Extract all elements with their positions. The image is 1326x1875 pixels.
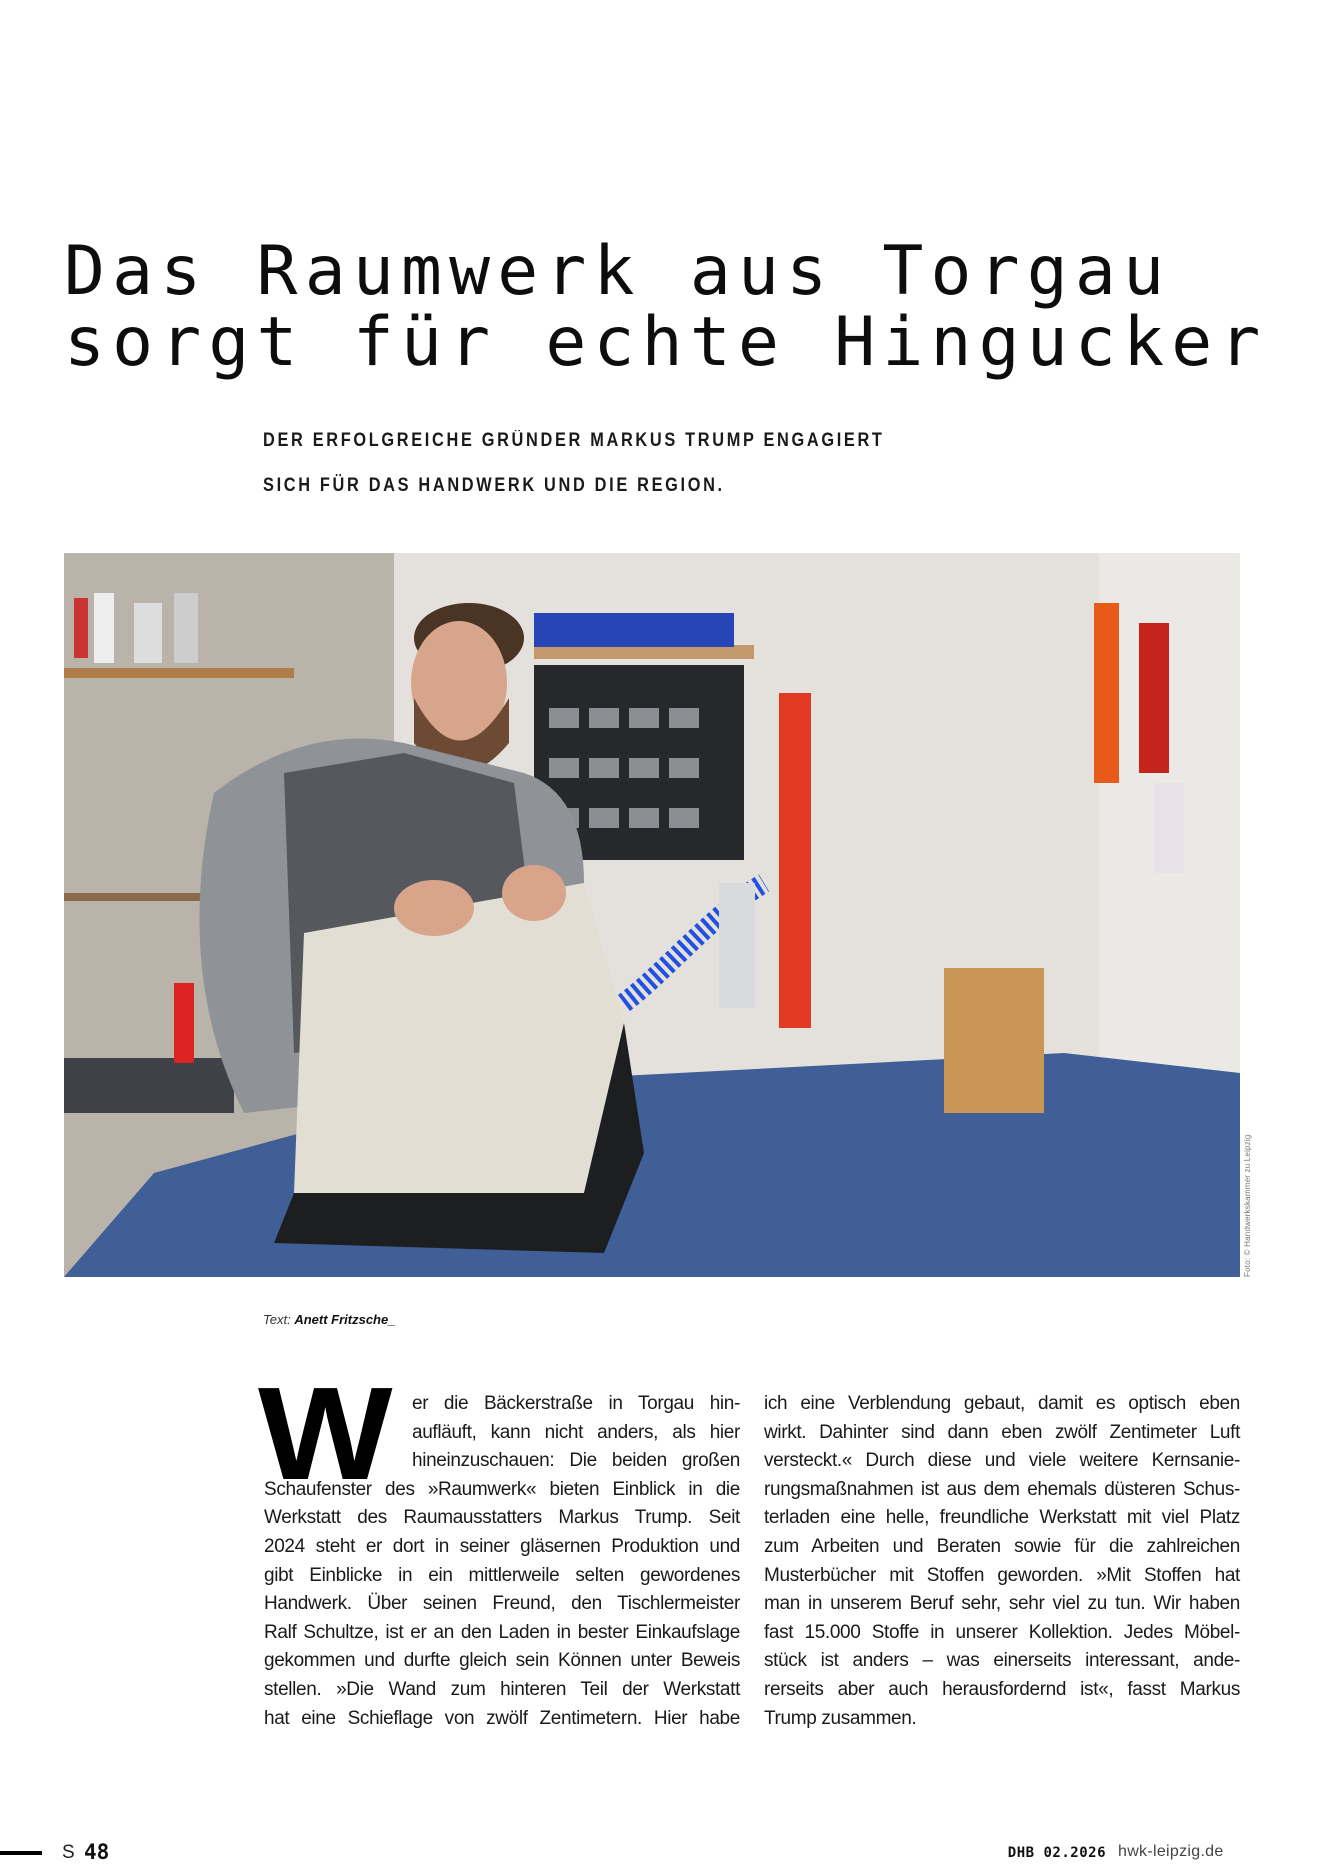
page-prefix: S: [62, 1842, 75, 1863]
subtitle-line: DER ERFOLGREICHE GRÜNDER MARKUS TRUMP ENGAGIERT: [263, 430, 885, 451]
body-column-2: [764, 1390, 1240, 1733]
body-line: 2024 steht er dort in seiner gläsernen Produktion und: [264, 1535, 740, 1557]
issue-label: DHB 02.2026: [1007, 1845, 1106, 1861]
body-line: hat eine Schieflage von zwölf Zentimetern. Hier habe: [264, 1707, 740, 1729]
body-line: er die Bäckerstraße in Torgau hin-: [412, 1393, 740, 1414]
byline-author: Anett Fritzsche_: [294, 1312, 396, 1327]
drop-cap: W: [258, 1360, 389, 1507]
article-title: [64, 232, 1268, 382]
article-subtitle: [263, 418, 885, 508]
title-line: sorgt für echte Hingucker: [64, 303, 1268, 382]
body-line: Musterbücher mit Stoffen geworden. »Mit Stoffen hat: [764, 1564, 1240, 1586]
byline: [263, 1312, 395, 1327]
body-line: Schaufenster des »Raumwerk« bieten Einblick in die: [264, 1478, 740, 1500]
body-column-1: [258, 1360, 740, 1733]
title-line: Das Raumwerk aus Torgau: [64, 232, 1172, 311]
body-line: ich eine Verblendung gebaut, damit es optisch eben: [764, 1393, 1240, 1414]
body-line: Handwerk. Über seinen Freund, den Tischlermeister: [264, 1593, 740, 1615]
footer-rule: [0, 1851, 42, 1855]
body-line: rungsmaßnahmen ist aus dem ehemals düsteren Schus-: [764, 1478, 1240, 1500]
page-number: 48: [84, 1840, 110, 1864]
body-line: hineinzuschauen: Die beiden großen: [412, 1450, 740, 1472]
website-link[interactable]: hwk-leipzig.de: [1118, 1843, 1224, 1860]
body-line: fast 15.000 Stoffe in unserer Kollektion. Jedes Möbel-: [764, 1621, 1240, 1643]
body-line: aufläuft, kann nicht anders, als hier: [412, 1421, 740, 1443]
article-photo-workshop: [64, 553, 1240, 1277]
photo-credit: Foto: © Handwerkskammer zu Leipzig: [1243, 1134, 1252, 1277]
workshop-photo-illustration: [64, 553, 1240, 1277]
body-line: Trump zusammen.: [764, 1707, 917, 1729]
body-line: stellen. »Die Wand zum hinteren Teil der Werkstatt: [264, 1678, 740, 1700]
body-line: Werkstatt des Raumausstatters Markus Trump. Seit: [264, 1507, 740, 1529]
body-line: stück ist anders – was einerseits interessant, ande-: [764, 1650, 1240, 1672]
byline-label: Text:: [263, 1312, 291, 1327]
body-line: gibt Einblicke in ein mittlerweile selten gewordenes: [264, 1564, 740, 1586]
body-line: terladen eine helle, freundliche Werkstatt mit viel Platz: [764, 1507, 1240, 1529]
body-line: zum Arbeiten und Beraten sowie für die zahlreichen: [764, 1535, 1240, 1557]
body-line: versteckt.« Durch diese und viele weitere Kernsanie-: [764, 1450, 1240, 1472]
body-line: man in unserem Beruf sehr, sehr viel zu tun. Wir haben: [764, 1593, 1240, 1615]
body-line: gekommen und durfte gleich sein Können unter Beweis: [264, 1650, 740, 1672]
subtitle-line: SICH FÜR DAS HANDWERK UND DIE REGION.: [263, 475, 725, 496]
body-line: rerseits aber auch herausfordernd ist«, fasst Markus: [764, 1678, 1240, 1700]
body-line: wirkt. Dahinter sind dann eben zwölf Zentimeter Luft: [764, 1421, 1240, 1443]
body-line: Ralf Schultze, ist er an den Laden in bester Einkaufslage: [264, 1621, 740, 1643]
